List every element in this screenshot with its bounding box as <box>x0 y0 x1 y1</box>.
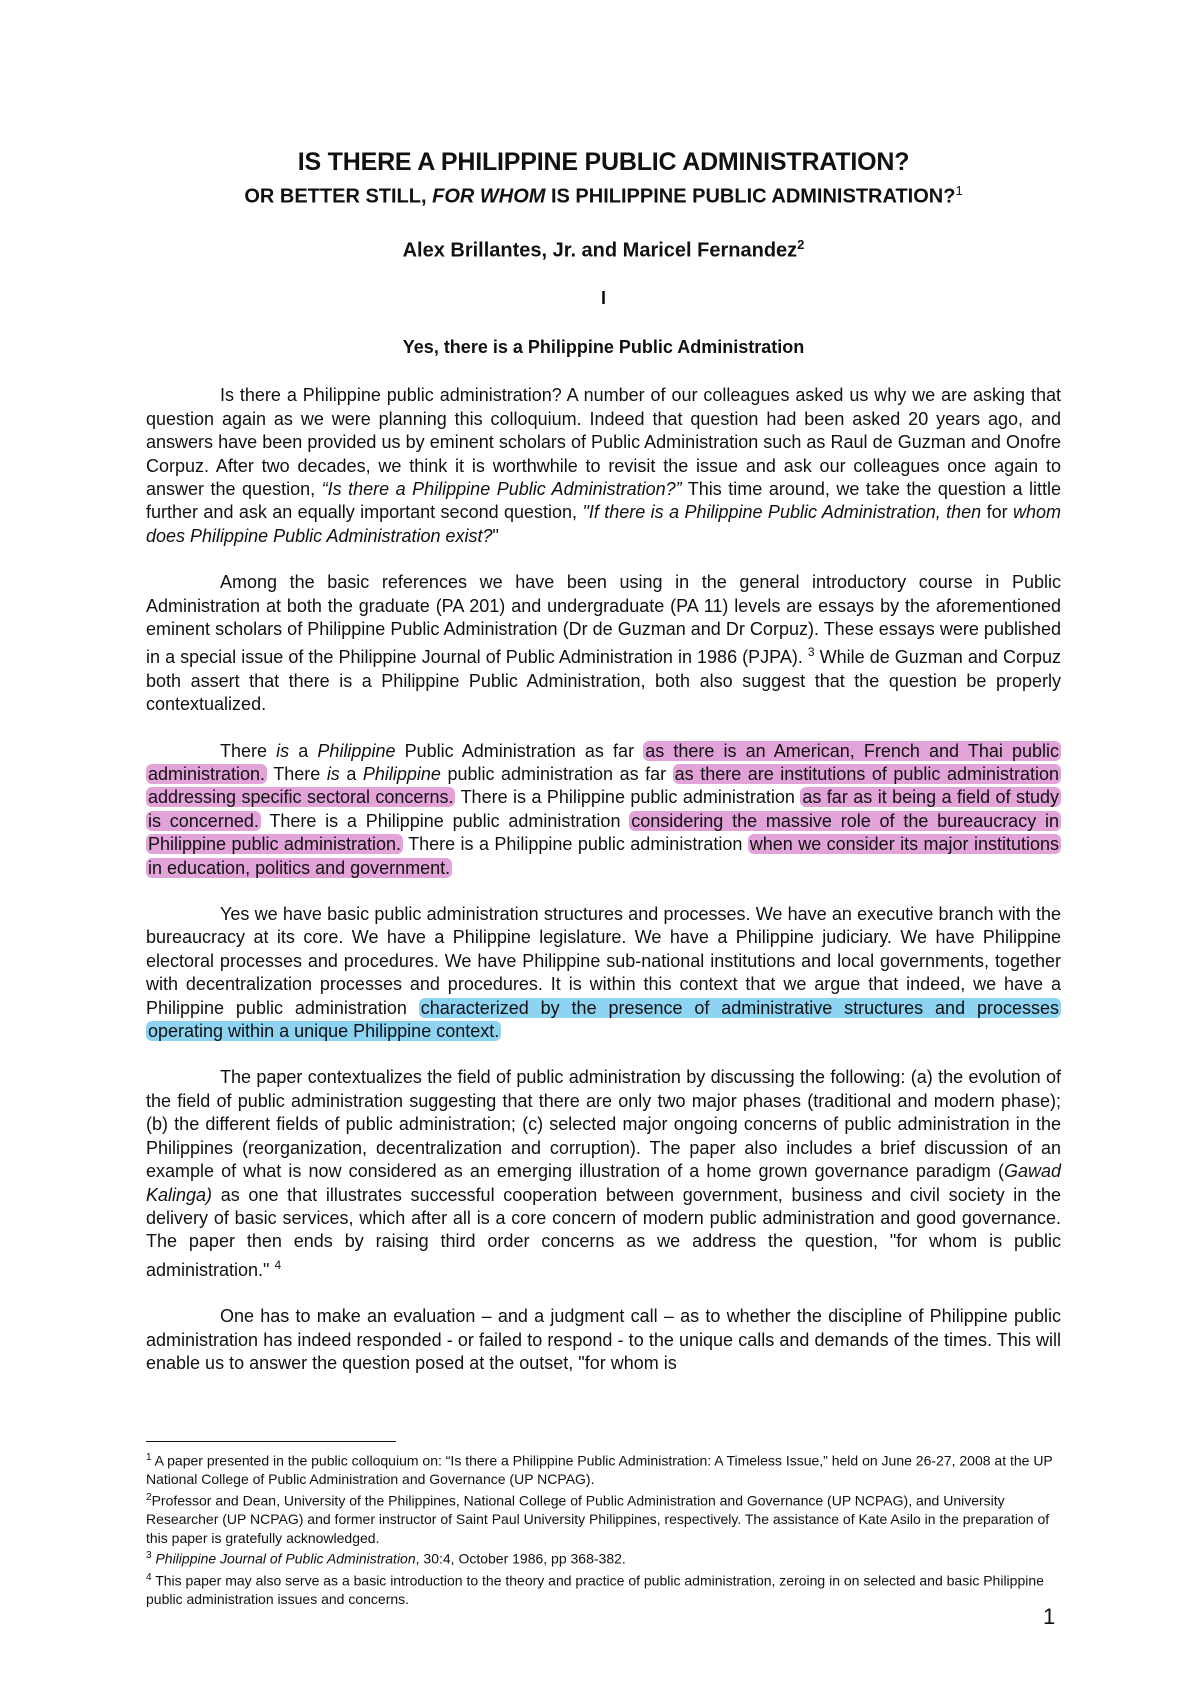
p3-s1c: Public Administration as far <box>395 740 644 761</box>
p1-text-d: " <box>492 525 499 546</box>
p1-text-c: for <box>981 502 1013 523</box>
footnote-4 <box>146 1569 1061 1609</box>
footnote-1 <box>146 1449 1061 1489</box>
p3-s2c: public administration as far <box>440 764 673 784</box>
footnote-2-number: 2 <box>146 1491 152 1503</box>
footnote-ref-3[interactable]: 3 <box>807 645 815 660</box>
highlight-pink-2[interactable]: as there are institutions of public administration addressing specific sectoral concerns. <box>148 764 1059 808</box>
p1-text-a: Is there a Philippine public administration? A number of our colleagues asked us why we are asking that question again as we were planning this colloquium. Indeed that question had been asked 20 years ago, and answers have been provided us by eminent scholars of Public Administration such as Raul de Guzman and Onofre Corpuz. After two decades, we think it is worthwhile to revisit the issue and ask our colleagues once again to answer the question, <box>146 385 1061 499</box>
footnote-3-number: 3 <box>146 1550 152 1562</box>
paper-subtitle <box>146 183 1061 209</box>
p3-s1-italic: is <box>276 740 290 761</box>
footnote-3 <box>146 1547 1061 1568</box>
footnotes <box>146 1449 1061 1608</box>
paper-title: IS THERE A PHILIPPINE PUBLIC ADMINISTRATION? <box>297 148 910 176</box>
subtitle-part-b: IS PHILIPPINE PUBLIC ADMINISTRATION? <box>545 185 956 208</box>
page-number: 1 <box>1043 1604 1056 1629</box>
author-names: Alex Brillantes, Jr. and Maricel Fernandez <box>402 239 798 262</box>
paragraph-3 <box>146 740 1061 880</box>
p4-text: Yes we have basic public administration structures and processes. We have an executive branch with the bureaucracy at its core. We have a Philippine legislature. We have a Philippine judiciary. We have Philippine electoral processes and procedures. We have Philippine sub-national institutions and local governments, together with decentralization processes and procedures. It is within this context that we argue that indeed, we have a Philippine public administration <box>146 904 1061 1018</box>
p1-italic-1: “Is there a Philippine Public Administration?” <box>321 478 682 499</box>
p3-s2b: a <box>339 764 363 784</box>
paragraph-5 <box>146 1066 1061 1282</box>
p5-text-b: as one that illustrates successful cooperation between government, business and civil society in the delivery of basic services, which after all is a core concern of modern public administration and good governance. The paper then ends by raising third order concerns as we address the question, "for whom is public administration." <box>146 1184 1061 1280</box>
p3-s2-italic: is <box>326 764 340 784</box>
p3-s3: There is a Philippine public administration <box>455 787 801 808</box>
paragraph-1 <box>146 384 1061 548</box>
p3-s1a: There <box>220 740 277 761</box>
p2-text-a: Among the basic references we have been using in the general introductory course in Public Administration at both the graduate (PA 201) and undergraduate (PA 11) levels are essays by the aforementioned eminent scholars of Philippine Public Administration (Dr de Guzman and Dr Corpuz). These essays were published in a special issue of the Philippine Journal of Public Administration in 1986 (PJPA). <box>146 572 1061 668</box>
highlight-pink-3[interactable]: as far as it being a field of study is concerned. <box>148 787 1059 831</box>
p5-italic: Gawad Kalinga) <box>146 1161 1061 1205</box>
footnote-ref-1[interactable]: 1 <box>955 183 963 198</box>
highlight-pink-5[interactable]: when we consider its major institutions in education, politics and government. <box>148 834 1059 878</box>
p3-s4: There is a Philippine public administration <box>260 810 630 831</box>
p2-text-b: While de Guzman and Corpuz both assert that there is a Philippine Public Administration, both also suggest that the question be properly contextualized. <box>146 647 1062 715</box>
authors <box>146 237 1061 263</box>
p1-text-b: This time around, we take the question a little further and ask an equally important second question, <box>146 478 1061 523</box>
paragraph-4 <box>146 903 1061 1043</box>
footnote-2 <box>146 1489 1061 1547</box>
paragraph-2 <box>146 571 1061 716</box>
subtitle-part-a: OR BETTER STILL, <box>244 185 433 208</box>
footnote-4-text: This paper may also serve as a basic introduction to the theory and practice of public administration, zeroing in on selected and basic Philippine public administration issues and concerns. <box>146 1572 1044 1607</box>
footnote-2-text: Professor and Dean, University of the Philippines, National College of Public Administration and Governance (UP NCPAG), and University Researcher (UP NCPAG) and former instructor of Saint Paul University Philippines, respectively. The assistance of Kate Asilo in the preparation of this paper is gratefully acknowledged. <box>146 1492 1050 1546</box>
p1-italic-2: "If there is a Philippine Public Administration, then <box>582 502 982 523</box>
p6-text: One has to make an evaluation – and a judgment call – as to whether the discipline of Philippine public administration has indeed responded - or failed to respond - to the unique calls and demands of the times. This will enable us to answer the question posed at the outset, "for whom is <box>146 1306 1061 1373</box>
section-numeral: I <box>600 288 606 309</box>
p3-s1b: a <box>289 740 318 761</box>
footnote-3-text: , 30:4, October 1986, pp 368-382. <box>415 1550 626 1567</box>
footnote-1-text: A paper presented in the public colloquium on: “Is there a Philippine Public Administration: A Timeless Issue,” held on June 26-27, 2008 at the UP National College of Public Administration and Governance (UP NCPAG). <box>146 1452 1053 1488</box>
p3-s1-italic-2: Philippine <box>317 740 396 761</box>
highlight-blue-1[interactable]: characterized by the presence of administrative structures and processes operating within a unique Philippine context. <box>148 997 1059 1042</box>
p5-text-a: The paper contextualizes the field of public administration by discussing the following: (a) the evolution of the field of public administration suggesting that there are only two major phases (traditional and modern phase); (b) the different fields of public administration; (c) selected major ongoing concerns of public administration in the Philippines (reorganization, decentralization and corruption). The paper also includes a brief discussion of an example of what is now considered as an emerging illustration of a home grown governance paradigm ( <box>146 1067 1061 1182</box>
section-heading: Yes, there is a Philippine Public Administration <box>402 337 805 358</box>
highlight-pink-1[interactable]: as there is an American, French and Thai public administration. <box>148 740 1060 784</box>
highlight-pink-4[interactable]: considering the massive role of the bureaucracy in Philippine public administration. <box>148 810 1059 855</box>
footnote-ref-4[interactable]: 4 <box>274 1257 282 1272</box>
main-content <box>146 148 1061 1375</box>
footnote-ref-2[interactable]: 2 <box>797 236 805 252</box>
footnote-4-number: 4 <box>146 1571 152 1583</box>
p3-s5: There is a Philippine public administration <box>402 834 748 855</box>
subtitle-italic: FOR WHOM <box>432 185 546 208</box>
footnote-3-journal: Philippine Journal of Public Administration <box>151 1550 416 1567</box>
p1-italic-3: whom does Philippine Public Administration exist? <box>146 502 1061 546</box>
p3-s2-italic-2: Philippine <box>362 764 441 784</box>
paragraph-6 <box>146 1305 1061 1375</box>
p3-s2a: There <box>267 764 327 784</box>
footnote-divider <box>146 1441 396 1442</box>
footnote-1-number: 1 <box>146 1452 152 1463</box>
